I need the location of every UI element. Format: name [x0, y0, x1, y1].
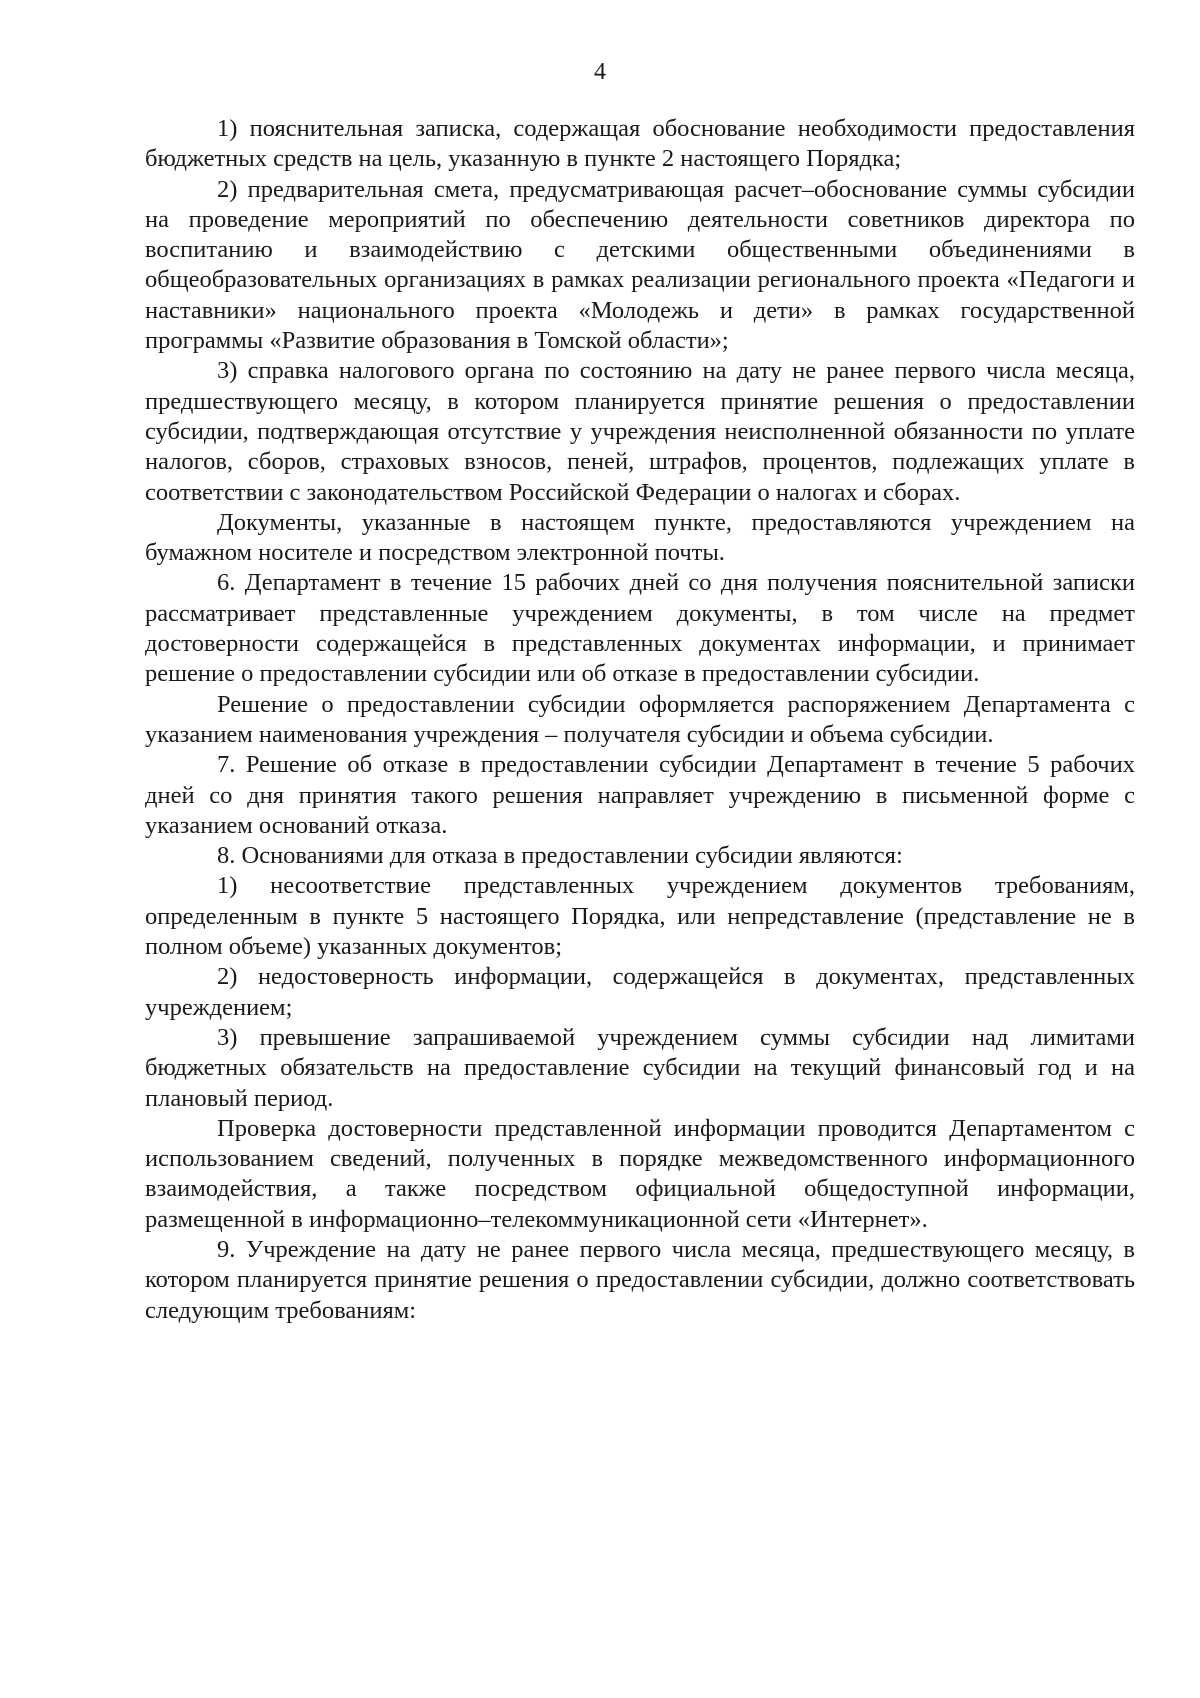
- paragraph-item-1-explanatory-note: 1) пояснительная записка, содержащая обоснование необходимости предоставления бюджетных средств на цель, указанную в пункте 2 настоящего Порядка;: [145, 115, 1135, 173]
- paragraph-verification: Проверка достоверности представленной информации проводится Департаментом с использованием сведений, полученных в порядке межведомственного информационного взаимодействия, а также посредством официальной общедоступной информации, размещенной в информационно–телекоммуникационной сети «Интернет».: [145, 1114, 1135, 1233]
- paragraph-8-refusal-grounds: 8. Основаниями для отказа в предоставлении субсидии являются:: [217, 842, 903, 870]
- paragraph-9-requirements: 9. Учреждение на дату не ранее первого числа месяца, предшествующего месяцу, в котором планируется принятие решения о предоставлении субсидии, должно соответствовать следующим требованиям:: [145, 1235, 1135, 1324]
- paragraph-documents-submission: Документы, указанные в настоящем пункте, предоставляются учреждением на бумажном носителе и посредством электронной почты.: [145, 508, 1135, 567]
- page-number: 4: [594, 59, 606, 85]
- paragraph-6-review: 6. Департамент в течение 15 рабочих дней со дня получения пояснительной записки рассматривает представленные учреждением документы, в том числе на предмет достоверности содержащейся в представленных документах информации, и принимает решение о предоставлении субсидии или об отказе в предоставлении субсидии.: [145, 569, 1135, 688]
- paragraph-ground-3-limit-excess: 3) превышение запрашиваемой учреждением суммы субсидии над лимитами бюджетных обязательств на предоставление субсидии на текущий финансовый год и на плановый период.: [145, 1023, 1135, 1112]
- paragraph-decision-order: Решение о предоставлении субсидии оформляется распоряжением Департамента с указанием наименования учреждения – получателя субсидии и объема субсидии.: [145, 690, 1135, 748]
- paragraph-item-3-tax-certificate: 3) справка налогового органа по состоянию на дату не ранее первого числа месяца, предшествующего месяцу, в котором планируется принятие решения о предоставлении субсидии, подтверждающая отсутствие у учреждения неисполненной обязанности по уплате налогов, сборов, страховых взносов, пеней, штрафов, процентов, подлежащих уплате в соответствии с законодательством Российской Федерации о налогах и сборах.: [145, 357, 1135, 506]
- paragraph-item-2-preliminary-estimate: 2) предварительная смета, предусматривающая расчет–обоснование суммы субсидии на проведение мероприятий по обеспечению деятельности советников директора по воспитанию и взаимодействию с детскими общественными объединениями в общеобразовательных организациях в рамках реализации регионального проекта «Педагоги и наставники» национального проекта «Молодежь и дети» в рамках государственной программы «Развитие образования в Томской области»;: [145, 175, 1135, 355]
- paragraph-7-refusal-notice: 7. Решение об отказе в предоставлении субсидии Департамент в течение 5 рабочих дней со дня принятия такого решения направляет учреждению в письменной форме с указанием оснований отказа.: [145, 751, 1135, 839]
- paragraph-ground-2-unreliability: 2) недостоверность информации, содержащейся в документах, представленных учреждением;: [145, 963, 1135, 1021]
- document-body: [145, 114, 1135, 1326]
- paragraph-ground-1-nonconformity: 1) несоответствие представленных учреждением документов требованиям, определенным в пункте 5 настоящего Порядка, или непредставление (представление не в полном объеме) указанных документов;: [145, 872, 1135, 961]
